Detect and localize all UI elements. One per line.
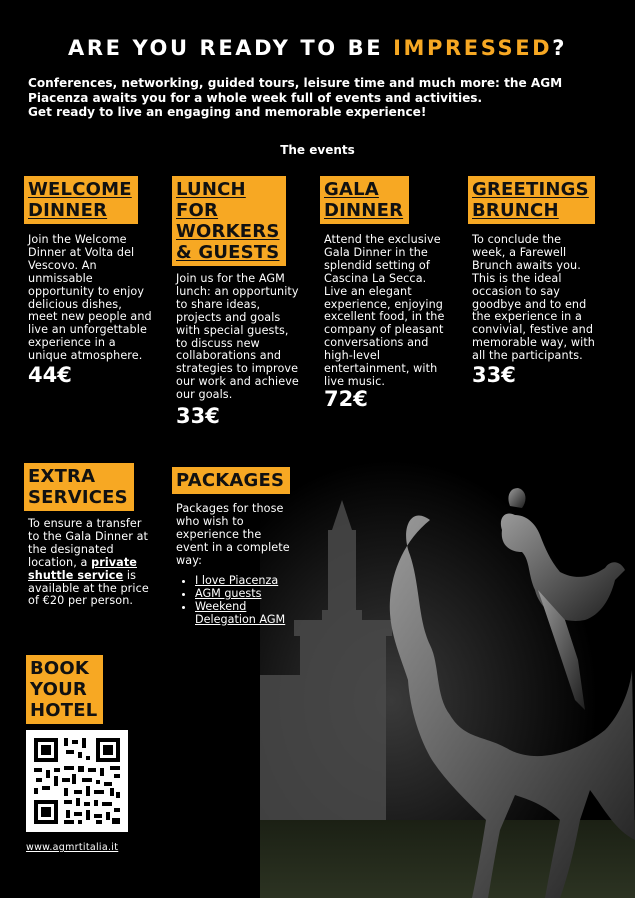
event-heading-lunch: LUNCH FOR WORKERS & GUESTS (172, 176, 286, 266)
packages-heading: PACKAGES (172, 467, 290, 494)
qr-code-icon (26, 730, 128, 832)
extra-services-heading: EXTRA SERVICES (24, 463, 134, 511)
website-link[interactable]: www.agmrtitalia.it (26, 842, 119, 853)
event-body-gala-dinner: Attend the exclusive Gala Dinner in the splendid setting of Cascina La Secca. Live an elegant experience, enjoying excellent food, in the company of pleasant conversations and high-level entertainment, with live music. (324, 233, 445, 388)
extra-services-body: To ensure a transfer to the Gala Dinner at the designated location, a private shuttle service is available at the price of €20 per person. (28, 517, 149, 608)
book-hotel-heading: BOOK YOUR HOTEL (26, 655, 103, 724)
shuttle-service-link-cont[interactable]: shuttle service (28, 568, 124, 582)
package-link-agm-guests[interactable]: • AGM guests (195, 588, 285, 601)
event-body-greetings-brunch: To conclude the week, a Farewell Brunch awaits you. This is the ideal occasion to say goodbye and to end the experience in a convivial, festive and memorable way, with all the participants. (472, 233, 596, 363)
event-heading-gala-dinner: GALA DINNER (320, 176, 409, 224)
event-price-greetings-brunch: 33€ (472, 363, 516, 387)
qr-code[interactable] (26, 730, 128, 832)
package-link-weekend-delegation[interactable]: • Weekend Delegation AGM (195, 601, 285, 627)
intro-text: Conferences, networking, guided tours, leisure time and much more: the AGM Piacenza awaits you for a whole week full of events and activities. Get ready to live an engaging and memorable experience! (28, 76, 563, 119)
events-label: The events (280, 143, 355, 157)
statue-illustration (260, 460, 635, 898)
event-heading-greetings-brunch: GREETINGS BRUNCH (468, 176, 595, 224)
event-price-gala-dinner: 72€ (324, 387, 368, 411)
event-price-lunch: 33€ (176, 404, 220, 428)
shuttle-service-link[interactable]: private (91, 555, 137, 569)
event-body-lunch: Join us for the AGM lunch: an opportunity to share ideas, projects and goals with special guests, to discuss new collaborations and strategies to improve our work and achieve our goals. (176, 272, 299, 402)
event-price-welcome-dinner: 44€ (28, 363, 72, 387)
package-link-i-love-piacenza[interactable]: • I love Piacenza (195, 575, 285, 588)
event-body-welcome-dinner: Join the Welcome Dinner at Volta del Vescovo. An unmissable opportunity to enjoy delicious dishes, meet new people and live an unforgettable experience in a unique atmosphere. (28, 233, 152, 363)
packages-body: Packages for those who wish to experience the event in a complete way: (176, 502, 290, 567)
event-heading-welcome-dinner: WELCOME DINNER (24, 176, 138, 224)
packages-list (177, 575, 285, 627)
page-title: ARE YOU READY TO BE IMPRESSED? (68, 36, 567, 60)
title-highlight: IMPRESSED (393, 36, 553, 60)
